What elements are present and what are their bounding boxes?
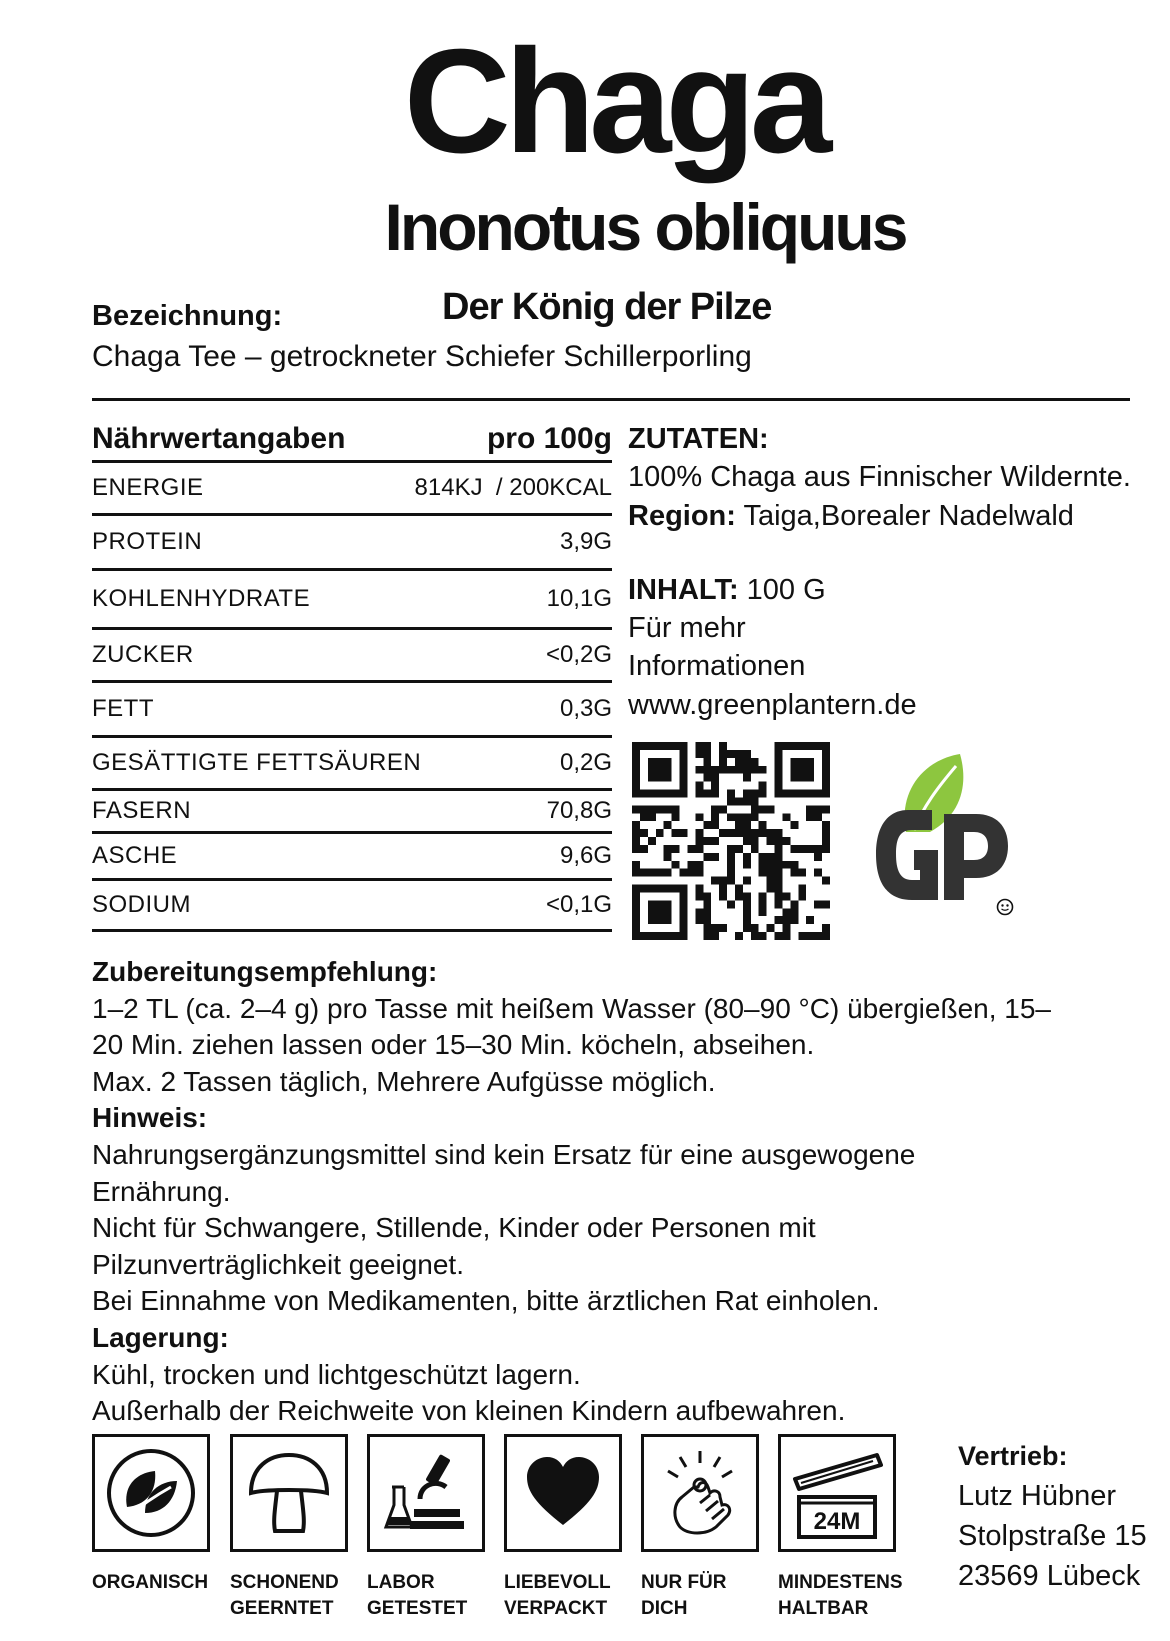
nutrient-name: ASCHE bbox=[92, 842, 178, 869]
nutrient-value: 3,9G bbox=[559, 528, 612, 555]
nutrient-value: 9,6G bbox=[559, 842, 612, 869]
nutrient-name: SODIUM bbox=[92, 891, 191, 918]
nutrition-row bbox=[92, 834, 612, 878]
nutrition-per: pro 100g bbox=[486, 422, 612, 455]
region-label: Region: bbox=[628, 499, 736, 532]
note-line: Nahrungsergänzungsmittel sind kein Ersatz für eine ausgewogene bbox=[92, 1138, 916, 1170]
preparation-label: Zubereitungsempfehlung: bbox=[92, 956, 438, 987]
badge-label: ORGANISCH bbox=[92, 1572, 209, 1593]
nutrition-row bbox=[92, 738, 612, 788]
nutrition-row bbox=[92, 516, 612, 568]
instructions-block bbox=[92, 954, 1132, 1430]
heart-icon bbox=[523, 1453, 603, 1533]
nutrient-name: KOHLENHYDRATE bbox=[92, 585, 311, 612]
badge-organic bbox=[92, 1434, 210, 1552]
qr-code[interactable] bbox=[632, 742, 830, 940]
nutrient-name: FASERN bbox=[92, 797, 192, 824]
ingredients-text: 100% Chaga aus Finnischer Wildernte. bbox=[628, 461, 1131, 494]
nutrition-row bbox=[92, 683, 612, 735]
content-line bbox=[628, 571, 1168, 609]
badge-lab bbox=[367, 1434, 485, 1552]
nutrient-value: 0,3G bbox=[559, 695, 612, 722]
badge-label: SCHONEND GEERNTET bbox=[230, 1572, 339, 1619]
letter-g bbox=[876, 810, 938, 900]
note-line: Ernährung. bbox=[92, 1175, 231, 1207]
distributor-name: Lutz Hübner bbox=[958, 1480, 1116, 1512]
product-latin-name: Inonotus obliquus bbox=[384, 190, 906, 264]
product-title: Chaga bbox=[403, 19, 827, 184]
note-line: Nicht für Schwangere, Stillende, Kinder oder Personen mit bbox=[92, 1212, 816, 1244]
badge-label: NUR FÜR DICH bbox=[641, 1572, 727, 1619]
nutrient-value: 10,1G bbox=[546, 585, 612, 612]
preparation-line: 20 Min. ziehen lassen oder 15–30 Min. köcheln, abseihen. bbox=[92, 1029, 815, 1061]
nutrition-row bbox=[92, 630, 612, 680]
letter-p bbox=[944, 814, 1008, 900]
nutrition-row bbox=[92, 571, 612, 627]
designation-label: Bezeichnung: bbox=[92, 300, 283, 332]
nutrient-name: PROTEIN bbox=[92, 528, 203, 555]
registered-icon bbox=[996, 898, 1014, 916]
table-rule bbox=[92, 929, 612, 932]
badge-packed bbox=[504, 1434, 622, 1552]
badge-shelf-life bbox=[778, 1434, 896, 1552]
storage-label: Lagerung: bbox=[92, 1321, 229, 1353]
product-tagline: Der König der Pilze bbox=[442, 286, 772, 328]
preparation-line: 1–2 TL (ca. 2–4 g) pro Tasse mit heißem Wasser (80–90 °C) übergießen, 15– bbox=[92, 992, 1051, 1024]
nutrient-value: 0,2G bbox=[559, 749, 612, 776]
region-line bbox=[628, 497, 1168, 535]
distributor-street: Stolpstraße 15 bbox=[958, 1520, 1147, 1552]
shelf-life-value: 24M bbox=[813, 1508, 861, 1535]
divider bbox=[92, 398, 1130, 401]
nutrient-value: <0,2G bbox=[545, 641, 612, 668]
badge-for-you bbox=[641, 1434, 759, 1552]
nutrition-row bbox=[92, 791, 612, 831]
preparation-line: Max. 2 Tassen täglich, Mehrere Aufgüsse möglich. bbox=[92, 1065, 716, 1097]
nutrient-name: ZUCKER bbox=[92, 641, 194, 668]
badge-label: MINDESTENS HALTBAR bbox=[778, 1572, 903, 1619]
storage-line: Kühl, trocken und lichtgeschützt lagern. bbox=[92, 1358, 581, 1390]
nutrient-value: 70,8G bbox=[546, 797, 612, 824]
nutrition-table bbox=[92, 418, 612, 932]
open-jar-icon bbox=[785, 1441, 889, 1545]
leaves-icon bbox=[105, 1447, 197, 1539]
nutrient-name: ENERGIE bbox=[92, 474, 204, 501]
badge-harvest bbox=[230, 1434, 348, 1552]
designation-value: Chaga Tee – getrockneter Schiefer Schillerporling bbox=[92, 340, 752, 373]
content-value: 100 G bbox=[738, 573, 826, 606]
mushroom-icon bbox=[243, 1447, 335, 1539]
distributor-label: Vertrieb: bbox=[958, 1441, 1068, 1471]
nutrition-title: Nährwertangaben bbox=[92, 422, 346, 455]
nutrient-value: 814KJ / 200KCAL bbox=[414, 474, 612, 501]
storage-line: Außerhalb der Reichweite von kleinen Kindern aufbewahren. bbox=[92, 1395, 846, 1427]
more-info-line-2: Informationen bbox=[628, 650, 806, 683]
badge-label: LIEBEVOLL VERPACKT bbox=[504, 1572, 611, 1619]
more-info-line-1: Für mehr bbox=[628, 612, 746, 645]
note-label: Hinweis: bbox=[92, 1102, 208, 1134]
badge-label: LABOR GETESTET bbox=[367, 1572, 468, 1619]
microscope-icon bbox=[380, 1447, 472, 1539]
nutrient-name: FETT bbox=[92, 695, 154, 722]
distributor-block bbox=[958, 1436, 1147, 1596]
nutrition-row bbox=[92, 463, 612, 513]
nutrient-value: <0,1G bbox=[545, 891, 612, 918]
nutrition-header bbox=[92, 418, 612, 460]
region-value: Taiga,Borealer Nadelwald bbox=[735, 499, 1074, 532]
note-line: Bei Einnahme von Medikamenten, bitte ärztlichen Rat einholen. bbox=[92, 1285, 880, 1317]
ingredients-block bbox=[628, 420, 1168, 724]
website-link[interactable]: www.greenplantern.de bbox=[628, 688, 917, 721]
note-line: Pilzunverträglichkeit geeignet. bbox=[92, 1248, 464, 1280]
distributor-city: 23569 Lübeck bbox=[958, 1560, 1141, 1592]
ingredients-label: ZUTATEN: bbox=[628, 423, 769, 455]
pointing-hand-icon bbox=[654, 1447, 746, 1539]
content-label: INHALT: bbox=[628, 573, 739, 606]
gp-logo bbox=[868, 752, 1028, 922]
nutrient-name: GESÄTTIGTE FETTSÄUREN bbox=[92, 749, 422, 776]
nutrition-row bbox=[92, 881, 612, 929]
